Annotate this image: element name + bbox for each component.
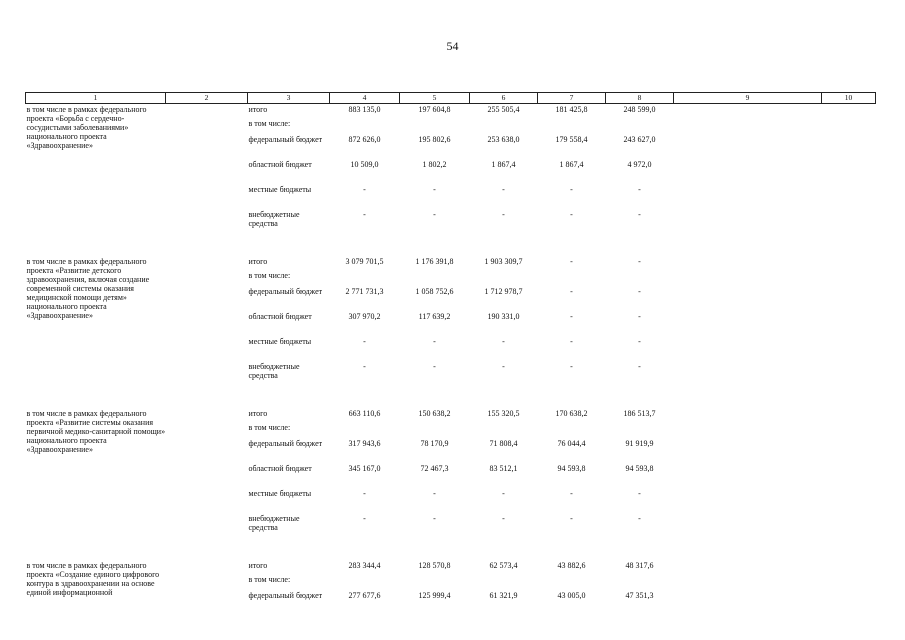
block-spacer: [26, 384, 876, 408]
value-cell: [400, 422, 470, 436]
value-cell: -: [363, 209, 366, 219]
funding-source: федеральный бюджет: [248, 590, 323, 600]
value-cell: 62 573,4: [489, 560, 518, 570]
value-cell: 1 802,2: [422, 159, 447, 169]
column-header: 5: [400, 93, 470, 104]
value-cell: 255 505,4: [487, 105, 520, 114]
funding-source: федеральный бюджет: [248, 134, 323, 144]
value-cell: [470, 118, 538, 132]
value-cell: -: [502, 488, 505, 498]
value-cell: [400, 270, 470, 284]
value-cell: -: [433, 184, 436, 194]
value-cell: [330, 422, 400, 436]
column-header: 9: [674, 93, 822, 104]
table-row: [26, 408, 876, 422]
value-cell: -: [433, 513, 436, 523]
value-cell: -: [363, 184, 366, 194]
value-cell: 94 593,8: [625, 463, 654, 473]
value-cell: -: [638, 256, 641, 266]
column-header: 3: [248, 93, 330, 104]
value-cell: 43 882,6: [557, 560, 586, 570]
value-cell: 197 604,8: [418, 105, 451, 114]
value-cell: 883 135,0: [348, 105, 381, 114]
funding-source: итого: [248, 560, 268, 570]
project-name: в том числе в рамках федерального проекта «Создание единого цифрового контура в здравоохранении на основе единой информационной: [26, 560, 160, 597]
value-cell: 243 627,0: [623, 134, 656, 144]
value-cell: -: [433, 361, 436, 371]
value-cell: -: [502, 184, 505, 194]
table-row: [26, 104, 876, 118]
value-cell: -: [570, 184, 573, 194]
value-cell: 277 677,6: [348, 590, 381, 600]
value-cell: 91 919,9: [625, 438, 654, 448]
value-cell: -: [433, 336, 436, 346]
funding-source: федеральный бюджет: [248, 438, 323, 448]
value-cell: -: [502, 209, 505, 219]
value-cell: 125 999,4: [418, 590, 451, 600]
value-cell: 76 044,4: [557, 438, 586, 448]
value-cell: -: [502, 513, 505, 523]
value-cell: [400, 118, 470, 132]
column-header: 2: [166, 93, 248, 104]
value-cell: -: [570, 286, 573, 296]
value-cell: [538, 574, 606, 588]
value-cell: 186 513,7: [623, 408, 656, 418]
project-name: в том числе в рамках федерального проекта «Борьба с сердечно-сосудистыми заболеваниями» национального проекта «Здравоохранение»: [26, 105, 147, 150]
project-name: в том числе в рамках федерального проекта «Развитие системы оказания первичной медико-санитарной помощи» национального проекта «Здравоохранение»: [26, 408, 166, 454]
value-cell: [538, 422, 606, 436]
value-cell: 128 570,8: [418, 560, 451, 570]
value-cell: -: [570, 361, 573, 371]
value-cell: -: [638, 336, 641, 346]
value-cell: 1 867,4: [491, 159, 516, 169]
funding-source: внебюджетные средства: [248, 361, 300, 380]
value-cell: -: [638, 184, 641, 194]
column-header: 6: [470, 93, 538, 104]
value-cell: [606, 270, 674, 284]
project-name: в том числе в рамках федерального проекта «Развитие детского здравоохранения, включая создание современной системы оказания медицинской помощи детям» национального проекта «Здравоохранение»: [26, 256, 150, 320]
value-cell: 283 344,4: [348, 560, 381, 570]
value-cell: [470, 422, 538, 436]
value-cell: 3 079 701,5: [345, 256, 384, 266]
value-cell: 155 320,5: [487, 408, 520, 418]
value-cell: -: [638, 311, 641, 321]
value-cell: 307 970,2: [348, 311, 381, 321]
value-cell: 61 321,9: [489, 590, 518, 600]
value-cell: -: [363, 488, 366, 498]
value-cell: 78 170,9: [420, 438, 449, 448]
value-cell: -: [363, 513, 366, 523]
funding-source: внебюджетные средства: [248, 209, 300, 228]
value-cell: 71 808,4: [489, 438, 518, 448]
value-cell: 10 509,0: [350, 159, 379, 169]
value-cell: -: [363, 336, 366, 346]
value-cell: 248 599,0: [623, 105, 656, 114]
value-cell: 1 712 978,7: [484, 286, 523, 296]
value-cell: 1 903 309,7: [484, 256, 523, 266]
column-header: 7: [538, 93, 606, 104]
value-cell: -: [502, 361, 505, 371]
funding-source: итого: [248, 408, 268, 418]
value-cell: 83 512,1: [489, 463, 518, 473]
funding-source: местные бюджеты: [248, 488, 312, 498]
value-cell: 2 771 731,3: [345, 286, 384, 296]
value-cell: -: [570, 488, 573, 498]
value-cell: 117 639,2: [418, 311, 451, 321]
value-cell: -: [433, 209, 436, 219]
value-cell: 43 005,0: [557, 590, 586, 600]
value-cell: [470, 574, 538, 588]
value-cell: -: [570, 336, 573, 346]
value-cell: 1 867,4: [559, 159, 584, 169]
value-cell: 195 802,6: [418, 134, 451, 144]
value-cell: 1 058 752,6: [415, 286, 454, 296]
table-row: [26, 560, 876, 574]
value-cell: -: [570, 513, 573, 523]
value-cell: -: [638, 361, 641, 371]
value-cell: 4 972,0: [627, 159, 652, 169]
column-header: 4: [330, 93, 400, 104]
value-cell: [330, 574, 400, 588]
value-cell: -: [638, 286, 641, 296]
funding-source: итого: [248, 256, 268, 266]
value-cell: 317 943,6: [348, 438, 381, 448]
value-cell: 253 638,0: [487, 134, 520, 144]
value-cell: [606, 118, 674, 132]
value-cell: -: [570, 256, 573, 266]
value-cell: [400, 574, 470, 588]
value-cell: [606, 574, 674, 588]
value-cell: [330, 270, 400, 284]
value-cell: [538, 118, 606, 132]
value-cell: 190 331,0: [487, 311, 520, 321]
value-cell: [606, 422, 674, 436]
funding-source: областной бюджет: [248, 159, 312, 169]
funding-source: внебюджетные средства: [248, 513, 300, 532]
block-spacer: [26, 536, 876, 560]
value-cell: [330, 118, 400, 132]
budget-table: [25, 92, 876, 613]
column-header: 10: [822, 93, 876, 104]
value-cell: [470, 270, 538, 284]
funding-source: в том числе:: [248, 270, 291, 280]
value-cell: 1 176 391,8: [415, 256, 454, 266]
value-cell: 345 167,0: [348, 463, 381, 473]
value-cell: 94 593,8: [557, 463, 586, 473]
column-header: 8: [606, 93, 674, 104]
funding-source: местные бюджеты: [248, 336, 312, 346]
value-cell: -: [433, 488, 436, 498]
value-cell: -: [570, 209, 573, 219]
value-cell: -: [570, 311, 573, 321]
value-cell: 47 351,3: [625, 590, 654, 600]
value-cell: -: [502, 336, 505, 346]
funding-source: в том числе:: [248, 118, 291, 128]
value-cell: -: [363, 361, 366, 371]
column-header: 1: [26, 93, 166, 104]
value-cell: -: [638, 488, 641, 498]
value-cell: [538, 270, 606, 284]
value-cell: 48 317,6: [625, 560, 654, 570]
value-cell: -: [638, 209, 641, 219]
page-number: 54: [446, 39, 459, 53]
value-cell: 872 626,0: [348, 134, 381, 144]
column-number-row: [26, 93, 876, 104]
table-row: [26, 256, 876, 270]
funding-source: областной бюджет: [248, 463, 312, 473]
value-cell: 179 558,4: [555, 134, 588, 144]
value-cell: 663 110,6: [348, 408, 381, 418]
funding-source: федеральный бюджет: [248, 286, 323, 296]
funding-source: итого: [248, 105, 268, 114]
value-cell: 170 638,2: [555, 408, 588, 418]
funding-source: в том числе:: [248, 574, 291, 584]
block-spacer: [26, 232, 876, 256]
value-cell: -: [638, 513, 641, 523]
funding-source: в том числе:: [248, 422, 291, 432]
funding-source: местные бюджеты: [248, 184, 312, 194]
value-cell: 181 425,8: [555, 105, 588, 114]
value-cell: 72 467,3: [420, 463, 449, 473]
funding-source: областной бюджет: [248, 311, 312, 321]
value-cell: 150 638,2: [418, 408, 451, 418]
